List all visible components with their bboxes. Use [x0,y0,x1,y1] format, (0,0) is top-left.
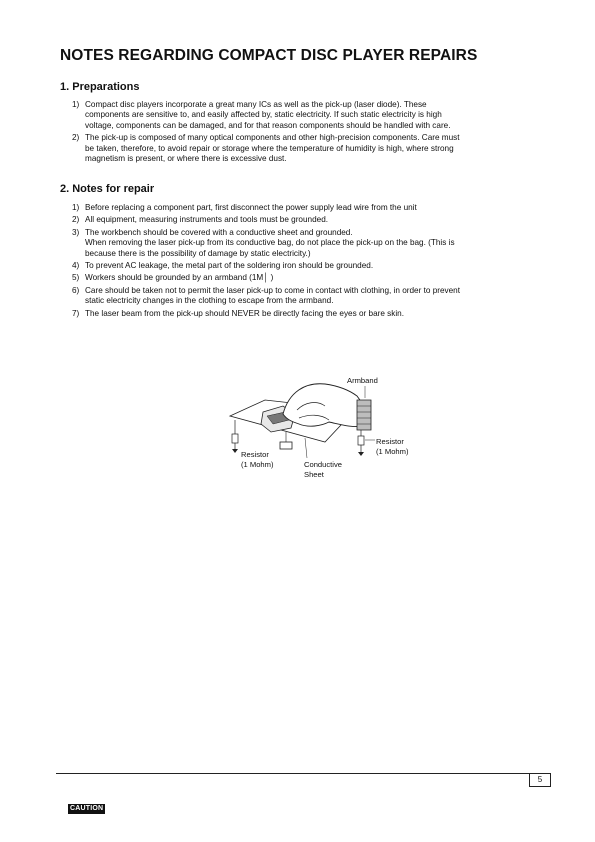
list-item-line: magnetism is present, or where there is excessive dust. [85,154,287,164]
repair-notes-list [72,203,548,321]
list-item-line: voltage, components can be damaged, and for that reason components should be handled with care. [85,120,451,130]
footer-rule [56,773,550,774]
list-item-line: When removing the laser pick-up from its conductive bag, do not place the pick-up on the bag. (This is [85,238,455,248]
list-item [72,228,548,259]
list-item [72,286,548,307]
list-item-number: 1) [72,100,80,109]
list-item-number: 5) [72,273,80,283]
list-item-line: All equipment, measuring instruments and tools must be grounded. [85,215,329,225]
list-item [72,273,548,283]
page-number: 5 [529,773,551,787]
left-ground-arrow [232,449,238,453]
list-item-number: 2) [72,215,80,225]
caution-label: CAUTION [70,805,104,812]
list-item-line: Compact disc players incorporate a great many ICs as well as the pick-up (laser diode). These [85,100,427,109]
list-item-line: because there is the possibility of damage by static electricity.) [85,248,311,258]
left-resistor-label: Resistor (1 Mohm) [241,450,274,469]
list-item-line: Workers should be grounded by an armband (1M│ ) [85,273,274,283]
list-item-line: The pick-up is composed of many optical components and other high-precision components. Care must [85,133,460,143]
section-heading-notes-for-repair: 2. Notes for repair [60,183,155,195]
list-item [72,261,548,271]
page-title: NOTES REGARDING COMPACT DISC PLAYER REPAIRS [60,47,478,64]
list-item-number: 3) [72,227,80,237]
conductive-sheet-label: Conductive Sheet [304,460,342,479]
list-item-number: 7) [72,308,80,318]
armband-shape [357,400,371,430]
list-item [72,215,548,225]
list-item [72,133,548,164]
list-item-number: 6) [72,285,80,295]
list-item-line: Care should be taken not to permit the laser pick-up to come in contact with clothing, in order to prevent [85,285,461,295]
list-item-line: static electricity changes in the clothing to escape from the armband. [85,296,334,306]
list-item-number: 4) [72,261,80,271]
armband-label: Armband [347,376,378,385]
right-ground-arrow [358,452,364,456]
list-item [72,100,548,131]
pickup-bag-shape [280,442,292,449]
list-item [72,203,548,213]
list-item-line: be taken, therefore, to avoid repair or storage where the temperature of humidity is high, where strong [85,143,454,153]
list-item-number: 1) [72,203,80,212]
hand-shape [283,384,367,427]
left-resistor-shape [232,434,238,443]
list-item-line: Before replacing a component part, first disconnect the power supply lead wire from the unit [85,203,417,212]
section-heading-preparations: 1. Preparations [60,81,140,93]
list-item-line: components are sensitive to, and easily affected by, static electricity. If such static electricity is high [85,110,442,120]
list-item-number: 2) [72,133,80,143]
list-item-line: The workbench should be covered with a conductive sheet and grounded. [85,227,353,237]
list-item-line: To prevent AC leakage, the metal part of the soldering iron should be grounded. [85,261,374,271]
preparations-list [72,100,548,166]
right-resistor-label: Resistor (1 Mohm) [376,437,409,456]
list-item [72,309,548,319]
grounding-illustration [225,370,425,490]
list-item-line: The laser beam from the pick-up should NEVER be directly facing the eyes or bare skin. [85,308,405,318]
right-resistor-shape [358,436,364,445]
